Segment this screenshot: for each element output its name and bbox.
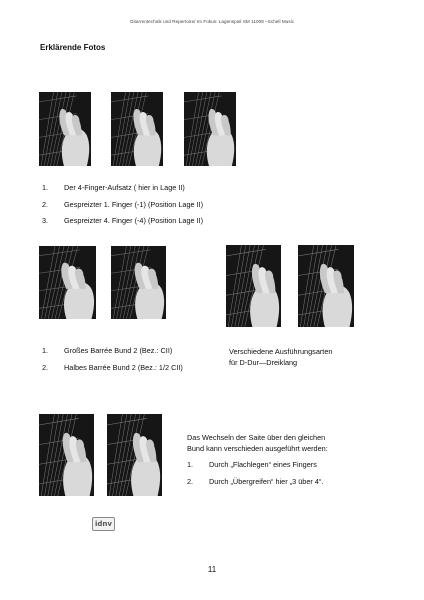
publisher-logo: idnv bbox=[92, 517, 115, 531]
variants-caption: Verschiedene Ausführungsarten für D-Dur—Dreiklang bbox=[229, 347, 333, 367]
photo-illustration bbox=[107, 414, 162, 496]
list-item: 2. Halbes Barrée Bund 2 (Bez.: 1/2 CII) bbox=[42, 362, 183, 372]
list-item: 2. Durch „Übergreifen“ hier „3 über 4“. bbox=[187, 476, 324, 486]
photo-d-major-variant-2 bbox=[298, 245, 354, 327]
running-header: Gitarrentechnik und Repertoire/ Im Fokus: Lagenspiel SM 11008 –Schell Music bbox=[129, 19, 295, 24]
list-item: 1. Großes Barrée Bund 2 (Bez.: CII) bbox=[42, 346, 173, 355]
photo-illustration bbox=[39, 92, 91, 166]
list-item: 1. Der 4-Finger-Aufsatz ( hier in Lage II) bbox=[42, 183, 185, 192]
photo-flat-finger bbox=[39, 414, 94, 496]
list-item: 3. Gespreizter 4. Finger (-4) (Position Lage II) bbox=[42, 216, 204, 225]
photo-illustration bbox=[226, 245, 281, 327]
photo-stretched-fourth-finger bbox=[184, 92, 236, 166]
photo-illustration bbox=[111, 246, 166, 319]
string-change-intro: Das Wechseln der Saite über den gleichen Bund kann verschieden ausgeführt werden: bbox=[187, 433, 328, 453]
photo-illustration bbox=[39, 414, 94, 496]
photo-list-1 bbox=[42, 183, 203, 233]
photo-illustration bbox=[298, 245, 354, 327]
photo-illustration bbox=[39, 246, 96, 319]
string-change-list bbox=[187, 460, 323, 493]
photo-half-barre bbox=[111, 246, 166, 319]
list-item: 1. Durch „Flachlegen“ eines Fingers bbox=[187, 460, 317, 469]
photo-full-barre bbox=[39, 246, 96, 319]
photo-four-finger-position bbox=[39, 92, 91, 166]
photo-d-major-variant-1 bbox=[226, 245, 281, 327]
list-item: 2. Gespreizter 1. Finger (-1) (Position Lage II) bbox=[42, 199, 204, 209]
photo-list-2 bbox=[42, 346, 183, 379]
section-title: Erklärende Fotos bbox=[40, 43, 106, 52]
photo-stretched-first-finger bbox=[111, 92, 163, 166]
photo-illustration bbox=[111, 92, 163, 166]
photo-finger-crossing bbox=[107, 414, 162, 496]
photo-illustration bbox=[184, 92, 236, 166]
page-number: 11 bbox=[207, 565, 217, 574]
